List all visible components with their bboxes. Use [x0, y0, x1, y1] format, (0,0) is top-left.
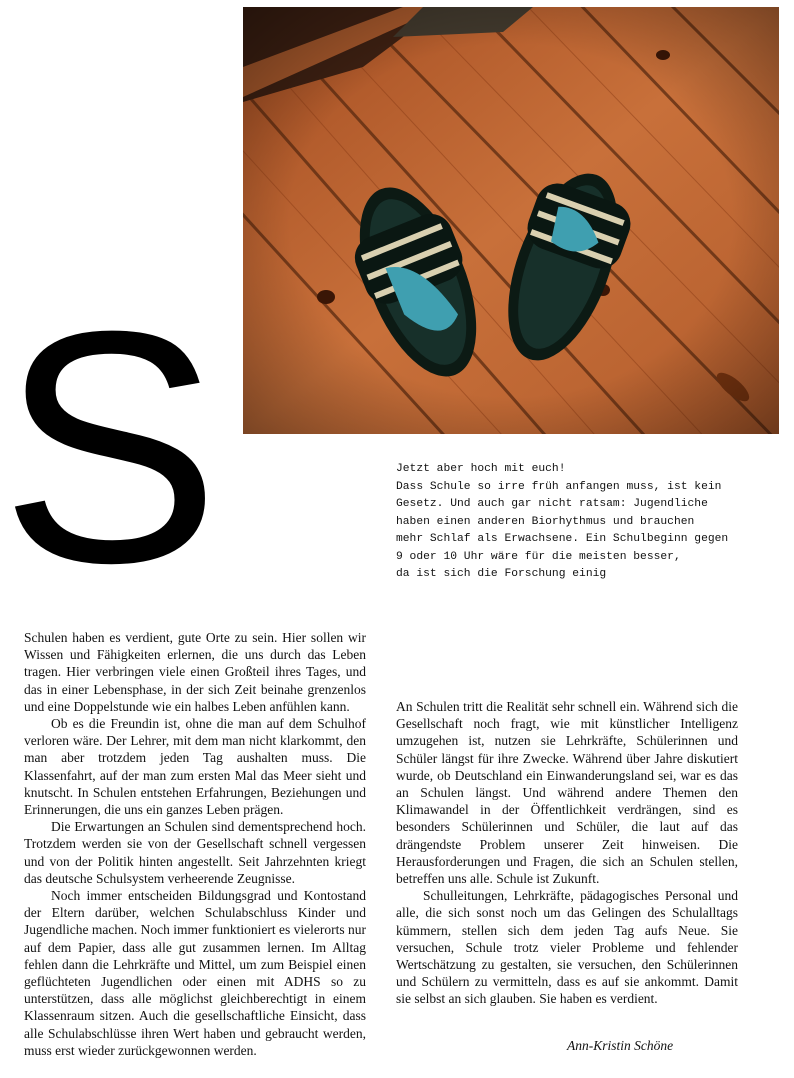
- article-paragraph: An Schulen tritt die Realität sehr schnell ein. Während sich die Gesellschaft noch fragt, wie mit künstlicher Intelligenz umzugehen ist, nutzen sie Lehrkräfte, Schülerinnen und Schüler längst für ihre Zwecke. Während über Jahre diskutiert wurde, ob Deutschland ein Einwanderungsland sei, war es das an Schulen längst. Und während andere Themen den Klimawandel in der Öffentlichkeit verdrängen, sind es besonders Schülerinnen und Schüler, die laut auf das drängendste Problem unserer Zeit hinweisen. Die Herausforderungen und Fragen, die sich an Schulen stellen, betreffen uns alle. Schule ist Zukunft.: [396, 699, 738, 887]
- slippers-on-floor-image: [243, 7, 779, 434]
- article-paragraph: Die Erwartungen an Schulen sind dementsprechend hoch. Trotzdem werden sie von der Gesellschaft schnell vergessen und von der Politik hinten angestellt. Seit Jahrzehnten kriegt das deutsche Schulsystem verheerende Zeugnisse.: [24, 819, 366, 886]
- paragraph-text: chulen haben es verdient, gute Orte zu sein. Hier sollen wir Wissen und Fähigkeiten erlernen, die uns durch das Leben tragen. Hier verbringen viele einen Großteil ihres Tages, und das in einer Lebensphase, in der sich Zeit beinahe grenzenlos und eine Doppelstunde wie ein halbes Leben anfühlen kann.: [24, 630, 366, 714]
- first-letter: S: [24, 630, 32, 645]
- slippers-photo: [243, 7, 779, 434]
- photo-caption: [396, 461, 766, 584]
- article-right-column: [396, 698, 738, 1008]
- caption-line: Dass Schule so irre früh anfangen muss, ist kein: [396, 480, 722, 493]
- article-paragraph: [24, 629, 366, 715]
- caption-line: 9 oder 10 Uhr wäre für die meisten besser,: [396, 550, 681, 563]
- caption-line: Jetzt aber hoch mit euch!: [396, 463, 566, 475]
- drop-cap-letter: S: [0, 262, 221, 631]
- article-left-column: [24, 629, 366, 1059]
- caption-line: mehr Schlaf als Erwachsene. Ein Schulbeginn gegen: [396, 533, 729, 545]
- author-byline: Ann-Kristin Schöne: [567, 1038, 674, 1053]
- caption-line: da ist sich die Forschung einig: [396, 568, 607, 580]
- article-paragraph: Schulleitungen, Lehrkräfte, pädagogisches Personal und alle, die sich sonst noch um das Gelingen des Schulalltags kümmern, stellen sich dem jeden Tag aufs Neue. Sie versuchen, Schule trotz vieler Probleme und fehlender Wertschätzung zu gestalten, sie versuchen, den Schülerinnen und Schülern zu vermitteln, dass es auf sie ankommt. Damit sie selbst an sich glauben. Sie haben es verdient.: [396, 888, 738, 1007]
- caption-line: haben einen anderen Biorhythmus und brauchen: [396, 515, 695, 528]
- caption-line: Gesetz. Und auch gar nicht ratsam: Jugendliche: [396, 498, 708, 510]
- article-paragraph: Ob es die Freundin ist, ohne die man auf dem Schulhof verloren wäre. Der Lehrer, mit dem man nicht klarkommt, den man aber trotzdem jeden Tag aushalten muss. Die Klassenfahrt, auf der man zum ersten Mal das Meer sieht und knutscht. In Schulen entstehen Erfahrungen, Beziehungen und Erinnerungen, die uns ein ganzes Leben prägen.: [24, 716, 366, 818]
- article-paragraph: Noch immer entscheiden Bildungsgrad und Kontostand der Eltern darüber, welchen Schulabschluss Kinder und Jugendliche machen. Noch immer funktioniert es vielerorts nur auf dem Papier, dass alle gut zusammen lernen. Im Alltag fehlen dann die Lehrkräfte und Mittel, um zum Beispiel einen geflüchteten Jugendlichen oder einen mit ADHS so zu unterstützen, dass alle möglichst gleichberechtigt in einem Klassenraum sitzen. Auch die gesellschaftliche Einsicht, dass alle Schulabschlüsse ihren Wert haben und gebraucht werden, muss erst wieder zurückgewonnen werden.: [24, 888, 366, 1058]
